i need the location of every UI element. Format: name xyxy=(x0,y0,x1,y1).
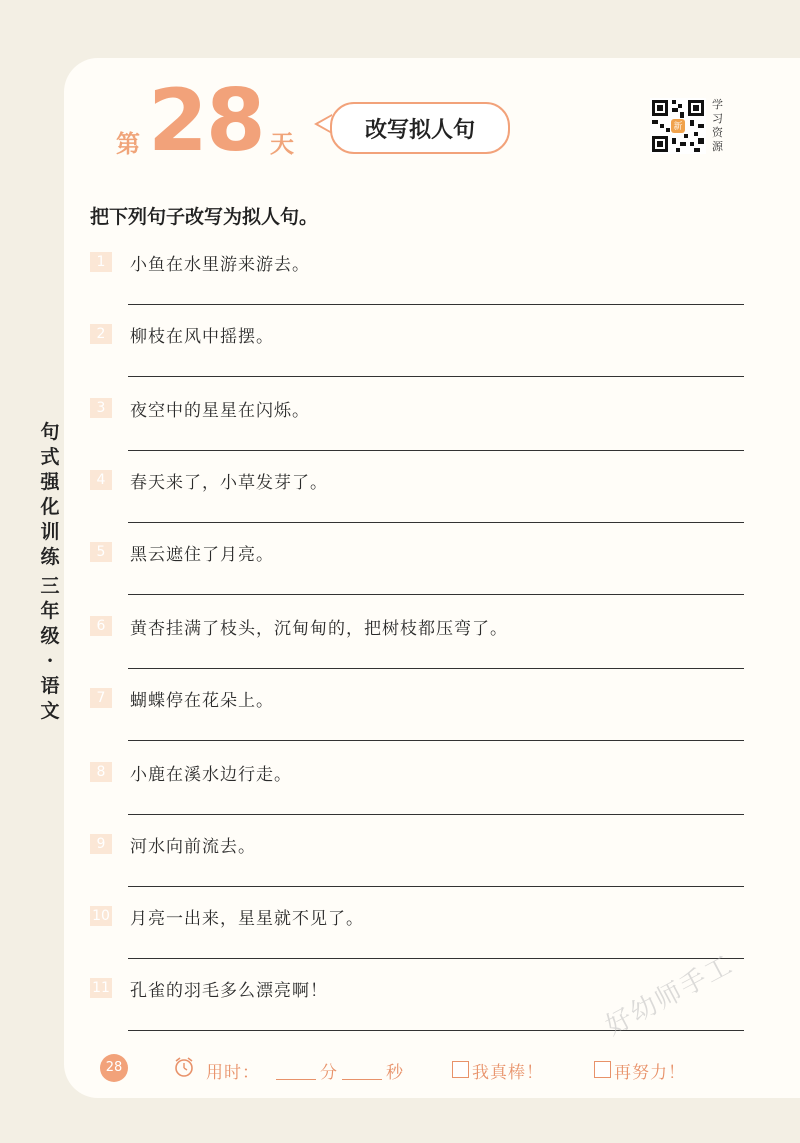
lesson-title xyxy=(330,102,510,154)
answer-line[interactable] xyxy=(128,740,744,741)
footer-bar xyxy=(100,1052,720,1082)
exercise-item xyxy=(90,904,750,976)
side-char: 强 xyxy=(40,471,60,493)
side-char: 文 xyxy=(40,700,60,722)
seconds-blank[interactable] xyxy=(342,1079,382,1080)
item-number: 1 xyxy=(90,252,112,272)
side-char: 化 xyxy=(40,496,60,518)
side-label-grade xyxy=(38,574,62,724)
item-sentence: 夜空中的星星在闪烁。 xyxy=(130,401,310,421)
item-number: 3 xyxy=(90,398,112,418)
answer-line[interactable] xyxy=(128,958,744,959)
side-char: 三 xyxy=(40,575,60,597)
answer-line[interactable] xyxy=(128,522,744,523)
second-unit: 秒 xyxy=(386,1063,404,1083)
answer-line[interactable] xyxy=(128,376,744,377)
alarm-clock-icon xyxy=(174,1056,194,1078)
item-sentence: 蝴蝶停在花朵上。 xyxy=(130,691,274,711)
item-number: 9 xyxy=(90,834,112,854)
time-label: 用时： xyxy=(206,1063,260,1083)
item-number: 4 xyxy=(90,470,112,490)
exercise-item xyxy=(90,614,750,686)
item-number: 2 xyxy=(90,324,112,344)
item-sentence: 孔雀的羽毛多么漂亮啊！ xyxy=(130,981,328,1001)
item-sentence: 小鹿在溪水边行走。 xyxy=(130,765,292,785)
self-rating-checkbox-try-harder[interactable] xyxy=(594,1061,611,1078)
item-number: 10 xyxy=(90,906,112,926)
answer-line[interactable] xyxy=(128,450,744,451)
qr-caption: 学习资源 xyxy=(712,98,723,153)
side-char: · xyxy=(46,650,54,672)
lesson-title-text: 改写拟人句 xyxy=(364,116,475,143)
item-number: 6 xyxy=(90,616,112,636)
exercise-item xyxy=(90,760,750,832)
answer-line[interactable] xyxy=(128,304,744,305)
item-sentence: 春天来了，小草发芽了。 xyxy=(130,473,328,493)
item-number: 5 xyxy=(90,542,112,562)
side-char: 式 xyxy=(40,446,60,468)
qr-center-label: 新 xyxy=(673,122,683,132)
exercise-item xyxy=(90,322,750,394)
minute-unit: 分 xyxy=(320,1063,338,1083)
self-rating-checkbox-great[interactable] xyxy=(452,1061,469,1078)
side-char: 年 xyxy=(40,600,60,622)
minutes-blank[interactable] xyxy=(276,1079,316,1080)
exercise-item xyxy=(90,686,750,758)
answer-line[interactable] xyxy=(128,886,744,887)
item-sentence: 月亮一出来，星星就不见了。 xyxy=(130,909,364,929)
item-sentence: 河水向前流去。 xyxy=(130,837,256,857)
item-sentence: 黑云遮住了月亮。 xyxy=(130,545,274,565)
item-sentence: 小鱼在水里游来游去。 xyxy=(130,255,310,275)
watermark: 好幼师手工 xyxy=(600,949,739,1042)
answer-line[interactable] xyxy=(128,814,744,815)
answer-line[interactable] xyxy=(128,1030,744,1031)
exercise-item xyxy=(90,250,750,322)
day-suffix: 天 xyxy=(270,129,294,158)
side-char: 级 xyxy=(40,625,60,647)
item-number: 11 xyxy=(90,978,112,998)
day-number: 28 xyxy=(148,71,264,171)
page-number: 28 xyxy=(100,1054,128,1082)
item-sentence: 柳枝在风中摇摆。 xyxy=(130,327,274,347)
self-rating-great-label: 我真棒！ xyxy=(472,1063,544,1083)
side-char: 语 xyxy=(40,675,60,697)
item-number: 8 xyxy=(90,762,112,782)
item-number: 7 xyxy=(90,688,112,708)
answer-line[interactable] xyxy=(128,668,744,669)
side-char: 训 xyxy=(40,521,60,543)
answer-line[interactable] xyxy=(128,594,744,595)
qr-code-icon[interactable] xyxy=(650,98,706,154)
exercise-item xyxy=(90,832,750,904)
item-sentence: 黄杏挂满了枝头，沉甸甸的，把树枝都压弯了。 xyxy=(130,619,508,639)
self-rating-try-harder-label: 再努力！ xyxy=(614,1063,686,1083)
instruction: 把下列句子改写为拟人句。 xyxy=(90,206,319,228)
exercise-item xyxy=(90,468,750,540)
side-label-series xyxy=(38,420,62,570)
day-prefix: 第 xyxy=(116,129,140,158)
side-char: 练 xyxy=(40,546,60,568)
exercise-item xyxy=(90,540,750,612)
side-char: 句 xyxy=(40,421,60,443)
exercise-item xyxy=(90,396,750,468)
